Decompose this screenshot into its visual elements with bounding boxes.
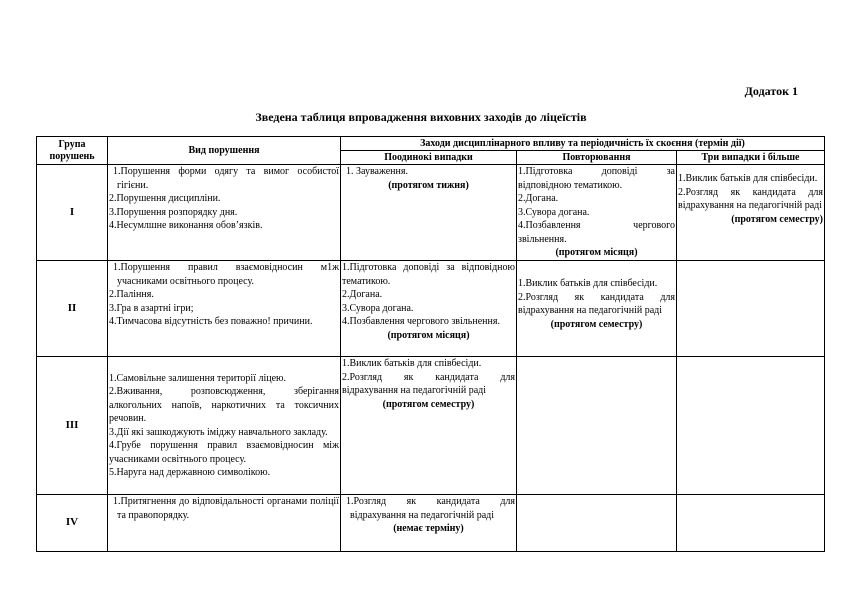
list-item: 3.Гра в азартні ігри; — [109, 302, 194, 314]
table-row — [37, 357, 825, 495]
three-cell — [677, 165, 825, 261]
single-cell — [341, 357, 517, 495]
list-item: 2.Порушення дисципліни. — [109, 193, 221, 204]
term-label: (протягом тижня) — [388, 179, 469, 191]
list-item: 5.Наруга над державною символікою. — [109, 467, 271, 478]
list-item: 4.Несумлшне виконання обов’язків. — [109, 220, 263, 231]
three-cell — [677, 357, 825, 495]
term-label: (протягом місяця) — [387, 329, 470, 341]
list-item: 3.Порушення розпорядку дня. — [109, 206, 238, 218]
group-number: II — [37, 261, 108, 357]
list-item: 2.Вживання, розповсюдження, зберігання алкогольних напоїв, наркотичних та токсичних речовин. — [109, 386, 339, 424]
list-item: 1.Підготовка доповіді за відповідною тематикою. — [342, 262, 515, 287]
group-number: IV — [37, 495, 108, 552]
term-label: (протягом семестру) — [382, 398, 475, 410]
measures-table — [36, 136, 825, 552]
list-item: 4.Тимчасова відсутність без поважно! причини. — [109, 316, 313, 327]
violations-cell — [108, 261, 341, 357]
list-item: 2.Догана. — [342, 289, 383, 300]
term-label: (немає терміну) — [393, 523, 464, 534]
list-item: 1.Притягнення до відповідальності органами поліції та правопорядку. — [113, 496, 339, 521]
header-three: Три випадки і більше — [677, 151, 825, 165]
term-label: (протягом місяця) — [555, 247, 638, 258]
group-number: I — [37, 165, 108, 261]
list-item: 4.Грубе порушення правил взаємовідносин між учасниками освітнього процесу. — [109, 440, 339, 465]
list-item: 1.Виклик батьків для співбесіди. — [678, 173, 818, 184]
repeat-cell — [517, 165, 677, 261]
table-row — [37, 495, 825, 552]
header-measures: Заходи дисциплінарного впливу та періодичність їх скоєння (термін дії) — [341, 137, 825, 151]
header-repeat: Повторювання — [517, 151, 677, 165]
list-item: 2.Розгляд як кандидата для відрахування на педагогічній раді — [342, 371, 515, 396]
document-title: Зведена таблиця впровадження виховних заходів до ліцеїстів — [255, 110, 587, 124]
list-item: 1.Виклик батьків для співбесіди. — [342, 358, 482, 369]
list-item: 1.Виклик батьків для співбесіди. — [518, 278, 658, 289]
list-item: 3.Сувора догана. — [518, 206, 590, 218]
table-row — [37, 165, 825, 261]
single-cell — [341, 495, 517, 552]
appendix-label: Додаток 1 — [744, 84, 798, 98]
list-item: 3.Сувора догана. — [342, 302, 414, 314]
list-item: 4.Позбавлення чергового звільнення. — [342, 316, 500, 327]
list-item: 3.Дії які зашкоджують іміджу навчального закладу. — [109, 426, 328, 438]
list-item: 1. Зауваження. — [346, 166, 408, 177]
repeat-cell — [517, 261, 677, 357]
violations-cell — [108, 495, 341, 552]
list-item: 1.Порушення правил взаємовідносин м1ж учасниками освітнього процесу. — [113, 262, 339, 287]
group-number: III — [37, 357, 108, 495]
header-single: Поодинокі випадки — [341, 151, 517, 165]
three-cell — [677, 495, 825, 552]
list-item: 1.Самовільне залишення території ліцею. — [109, 372, 287, 384]
term-label: (протягом семестру) — [731, 213, 823, 225]
header-group: Група порушень — [37, 137, 108, 165]
single-cell — [341, 261, 517, 357]
single-cell — [341, 165, 517, 261]
three-cell — [677, 261, 825, 357]
list-item: 2.Розгляд як кандидата для відрахування на педагогічній раді — [518, 291, 675, 316]
table-row — [37, 261, 825, 357]
header-violation: Вид порушення — [108, 137, 341, 165]
list-item: 1.Підготовка доповіді за відповідною тематикою. — [518, 166, 675, 191]
violations-cell — [108, 357, 341, 495]
term-label: (протягом семестру) — [550, 318, 643, 330]
list-item: 4.Позбавлення чергового звільнення. — [518, 220, 675, 245]
list-item: 1.Порушення форми одягу та вимог особистої гігієни. — [113, 166, 339, 191]
list-item: 2.Догана. — [518, 193, 559, 204]
repeat-cell — [517, 495, 677, 552]
repeat-cell — [517, 357, 677, 495]
list-item: 1.Розгляд як кандидата для відрахування на педагогічній раді — [346, 496, 515, 521]
violations-cell — [108, 165, 341, 261]
list-item: 2.Паління. — [109, 289, 154, 300]
list-item: 2.Розгляд як кандидата для відрахування на педагогічній раді — [678, 186, 823, 211]
